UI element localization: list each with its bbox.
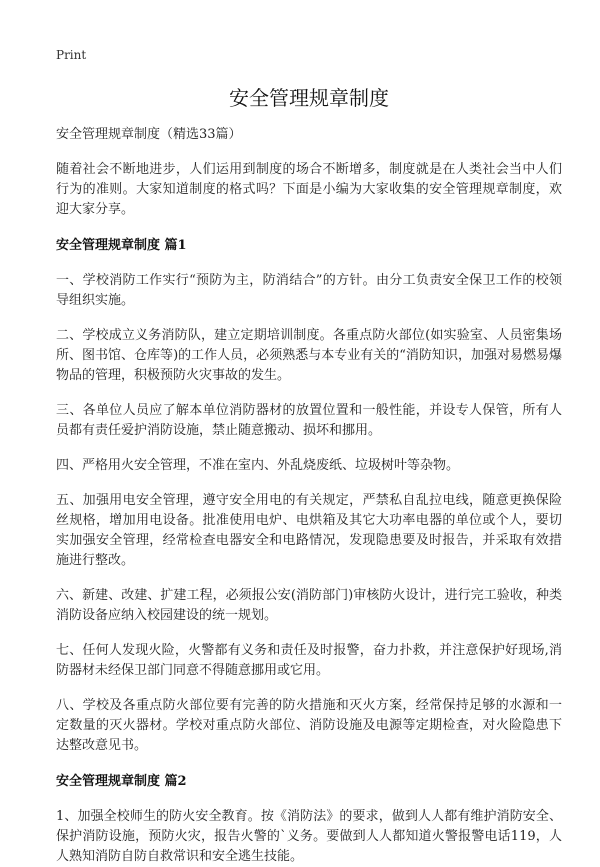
section-paragraph: 二、学校成立义务消防队，建立定期培训制度。各重点防火部位(如实验室、人员密集场所、图书馆、仓库等)的工作人员，必须熟悉与本专业有关的“消防知识，加强对易燃易爆物品的管理，积极预防火灾事故的发生。 (56, 328, 562, 383)
section-paragraph: 1、加强全校师生的防火安全教育。按《消防法》的要求，做到人人都有维护消防安全、保护消防设施，预防火灾，报告火警的`义务。要做到人人都知道火警报警电话119，人人熟知消防自防自救常识和安全逃生技能。 (56, 809, 562, 864)
section-heading: 安全管理规章制度 篇1 (56, 238, 187, 253)
section-heading: 安全管理规章制度 篇2 (56, 774, 187, 789)
section-paragraph: 四、严格用火安全管理，不准在室内、外乱烧废纸、垃圾树叶等杂物。 (56, 458, 460, 473)
section-paragraph: 七、任何人发现火险，火警都有义务和责任及时报警，奋力扑救，并注意保护好现场,消防器材未经保卫部门同意不得随意挪用或它用。 (56, 643, 562, 678)
section-paragraph: 五、加强用电安全管理，遵守安全用电的有关规定，严禁私自乱拉电线，随意更换保险丝规格，增加用电设备。批准使用电炉、电烘箱及其它大功率电器的单位或个人，要切实加强安全管理，经常检查电器安全和电路情况，发现隐患要及时报告，并采取有效措施进行整改。 (56, 493, 562, 568)
section-paragraph: 一、学校消防工作实行“预防为主，防消结合”的方针。由分工负责安全保卫工作的校领导组织实施。 (56, 273, 562, 308)
section-paragraph: 八、学校及各重点防火部位要有完善的防火措施和灭火方案，经常保持足够的水源和一定数量的灭火器材。学校对重点防火部位、消防设施及电源等定期检查，对火险隐患下达整改意见书。 (56, 698, 562, 753)
section-paragraph: 三、各单位人员应了解本单位消防器材的放置位置和一般性能，并设专人保管，所有人员都有责任爱护消防设施，禁止随意搬动、损坏和挪用。 (56, 403, 562, 438)
page-title: 安全管理规章制度 (229, 86, 389, 110)
section-paragraph: 六、新建、改建、扩建工程，必须报公安(消防部门)审核防火设计，进行完工验收，种类消防设备应纳入校园建设的统一规划。 (56, 588, 562, 623)
intro-paragraph: 随着社会不断地进步，人们运用到制度的场合不断增多，制度就是在人类社会当中人们行为的准则。大家知道制度的格式吗？下面是小编为大家收集的安全管理规章制度，欢迎大家分享。 (56, 162, 562, 217)
print-link[interactable]: Print (56, 48, 87, 62)
document-subtitle: 安全管理规章制度（精选33篇） (56, 127, 242, 142)
